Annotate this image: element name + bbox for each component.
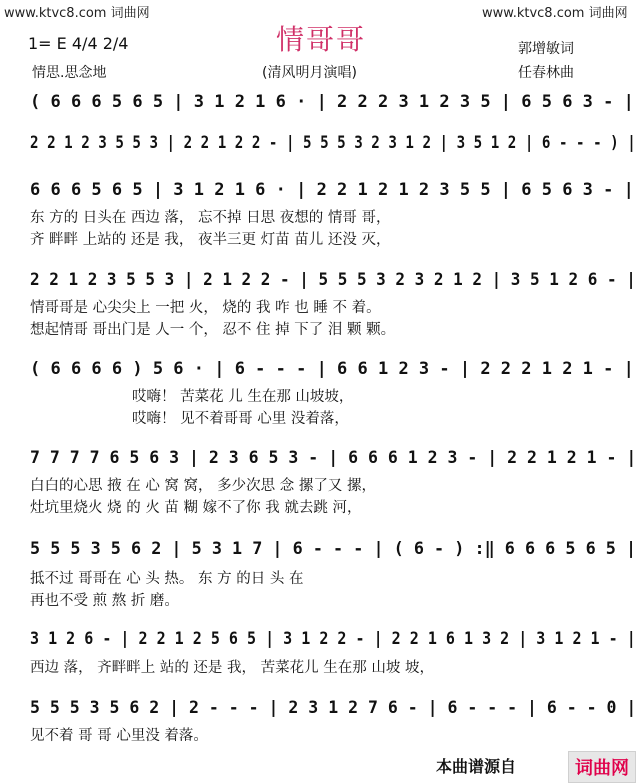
lyric-line-3b: 哎嗨！ 见不着哥哥 心里 没着落，	[132, 411, 349, 427]
lyric-line-2a: 情哥哥是 心尖尖上 一把 火， 烧的 我 咋 也 睡 不 着。	[30, 300, 381, 316]
lyric-line-6: 西边 落， 齐畔畔上 站的 还是 我， 苦菜花儿 生在那 山坡 坡，	[30, 660, 434, 676]
lyric-line-5a: 抵不过 哥哥在 心 头 热。 东 方 的日 头 在	[30, 571, 304, 587]
lyricist: 郭增敏词	[518, 41, 574, 57]
intro-line-1: ( 6 6 6 5 6 5 | 3 1 2 1 6 · | 2 2 2 3 1 2 3 5 | 6 5 6 3 - |	[30, 92, 634, 112]
intro-line-2: 2 2 1 2 3 5 5 3 | 2 2 1 2 2 - | 5 5 5 3 2 3 1 2 | 3 5 1 2 | 6 - - - ) |	[30, 133, 636, 153]
lyric-line-1a: 东 方的 日头在 西边 落， 忘不掉 日思 夜想的 情哥 哥，	[30, 210, 391, 226]
site-logo: 词曲网	[568, 751, 636, 783]
lyric-line-3a: 哎嗨！ 苦菜花 儿 生在那 山坡坡，	[132, 389, 354, 405]
melody-line-6: 3 1 2 6 - | 2 2 1 2 5 6 5 | 3 1 2 2 - | 2 2 1 6 1 3 2 | 3 1 2 1 - |	[30, 629, 636, 649]
performer: (清风明月演唱)	[262, 65, 357, 81]
melody-line-3: ( 6 6 6 6 ) 5 6 · | 6 - - - | 6 6 1 2 3 - | 2 2 2 1 2 1 - |	[30, 359, 634, 379]
key-signature: 1= E 4/4 2/4	[28, 34, 129, 53]
composer: 任春林曲	[518, 65, 574, 81]
melody-line-5: 5 5 5 3 5 6 2 | 5 3 1 7 | 6 - - - | ( 6 - ) :‖ 6 6 6 5 6 5 |	[30, 539, 637, 559]
melody-line-4: 7 7 7 7 6 5 6 3 | 2 3 6 5 3 - | 6 6 6 1 2 3 - | 2 2 1 2 1 - |	[30, 448, 637, 468]
lyric-line-4a: 白白的心思 掖 在 心 窝 窝， 多少次思 念 摞了又 摞，	[30, 478, 376, 494]
song-title: 情哥哥	[275, 23, 366, 56]
lyric-line-1b: 齐 畔畔 上站的 还是 我， 夜半三更 灯苗 苗儿 还没 灭，	[30, 232, 391, 248]
melody-line-1: 6 6 6 5 6 5 | 3 1 2 1 6 · | 2 2 1 2 1 2 3 5 5 | 6 5 6 3 - |	[30, 180, 634, 200]
watermark-left: www.ktvc8.com 词曲网	[4, 6, 150, 21]
lyric-line-2b: 想起情哥 哥出门是 人一 个， 忍不 住 掉 下了 泪 颗 颗。	[30, 322, 396, 338]
melody-line-7: 5 5 5 3 5 6 2 | 2 - - - | 2 3 1 2 7 6 - | 6 - - - | 6 - - 0 |	[30, 698, 637, 718]
watermark-right: www.ktvc8.com 词曲网	[482, 6, 628, 21]
expression-mark: 情思.思念地	[32, 65, 107, 81]
source-note: 本曲谱源自	[436, 757, 517, 776]
lyric-line-4b: 灶坑里烧火 烧 的 火 苗 糊 嫁不了你 我 就去跳 河，	[30, 500, 362, 516]
lyric-line-5b: 再也不受 煎 熬 折 磨。	[30, 593, 179, 609]
lyric-line-7: 见不着 哥 哥 心里没 着落。	[30, 728, 208, 744]
melody-line-2: 2 2 1 2 3 5 5 3 | 2 1 2 2 - | 5 5 5 3 2 3 2 1 2 | 3 5 1 2 6 - |	[30, 270, 636, 290]
